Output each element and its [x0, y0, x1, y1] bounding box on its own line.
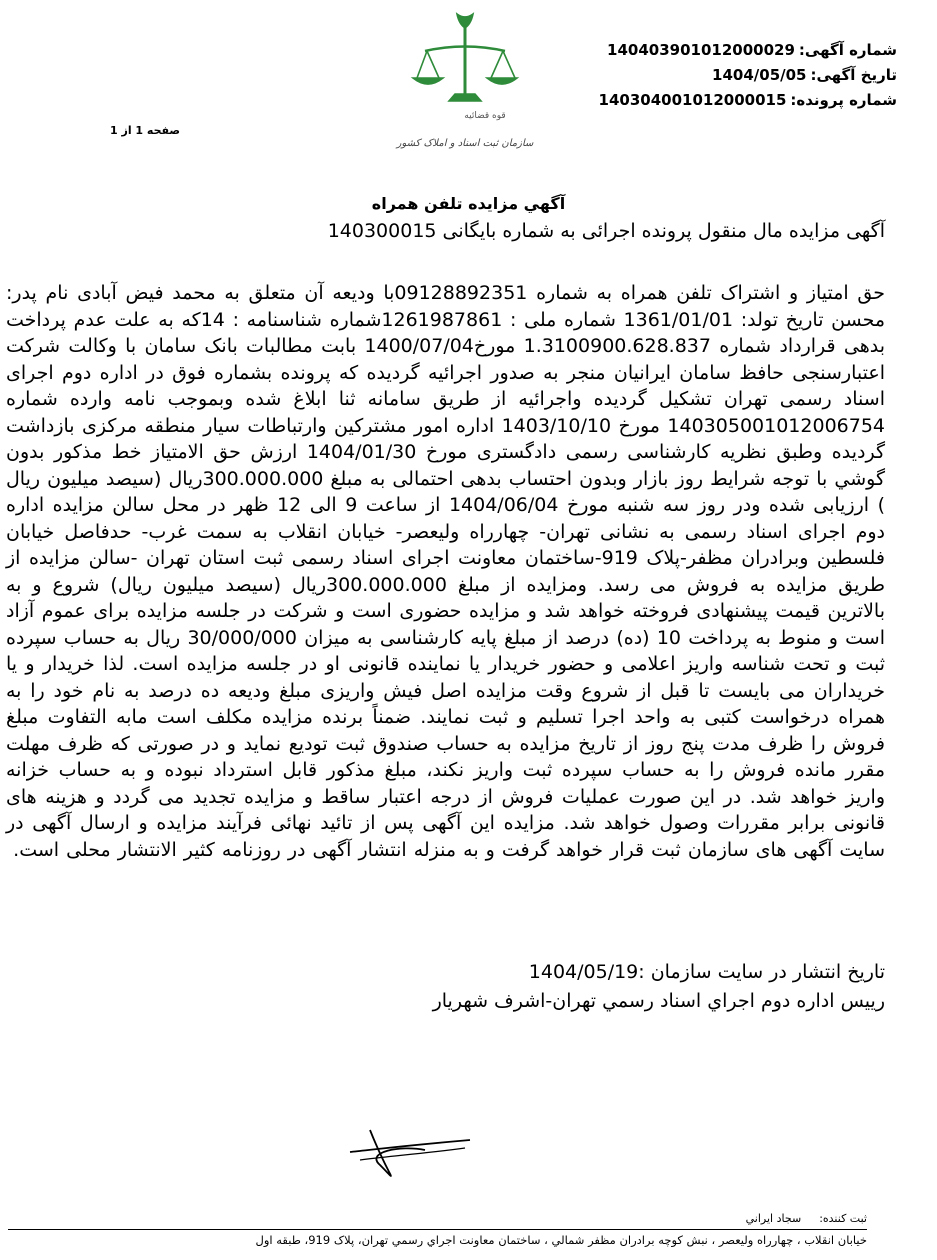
- judiciary-emblem-icon: [385, 6, 545, 156]
- footer-divider: [8, 1229, 867, 1230]
- publish-date-label: تاریخ انتشار در سایت سازمان :: [638, 961, 885, 983]
- document-subtitle: آگهی مزایده مال منقول پرونده اجرائی به شماره بایگانی 140300015: [327, 220, 885, 242]
- signer-title: رييس اداره دوم اجراي اسناد رسمي تهران-اشرف شهريار: [432, 990, 885, 1012]
- emblem-line1: قوه قضائیه: [464, 111, 506, 121]
- case-number-label: شماره پرونده:: [790, 91, 897, 109]
- notice-date-row: [537, 63, 897, 88]
- publish-info: [285, 958, 885, 1016]
- publish-date: 1404/05/19: [528, 961, 639, 983]
- registrar-label: ثبت کننده:: [819, 1212, 867, 1225]
- emblem-line2: سازمان ثبت اسناد و املاک کشور: [396, 138, 534, 149]
- signature-icon: [330, 1110, 480, 1190]
- page-counter: صفحه 1 از 1: [110, 124, 181, 137]
- notice-meta: [537, 38, 897, 113]
- publish-date-row: [285, 958, 885, 987]
- registrar-name: سجاد ايراني: [745, 1212, 802, 1225]
- notice-number: 14040390101200002‍9: [607, 41, 795, 59]
- footer: [8, 1212, 867, 1247]
- notice-number-label: شماره آگهی:: [798, 41, 897, 59]
- case-number: 14030400101200001‍5: [598, 91, 787, 109]
- registrar-row: [8, 1212, 867, 1225]
- notice-number-row: [537, 38, 897, 63]
- document-title: آگهي مزايده تلفن همراه: [371, 194, 566, 213]
- notice-date-label: تاریخ آگهی:: [810, 66, 897, 84]
- case-number-row: [537, 88, 897, 113]
- notice-body: حق امتیاز و اشتراک تلفن همراه به شماره 09128892351با ودیعه آن متعلق به محمد فیض آبادی نام پدر: محسن تاریخ تولد: 1361/01/01 شماره ملی : 1261987861شماره شناسنامه : 14که به علت عدم پرداخت بدهی قرارداد شماره 1.3100900.628.837 مورخ1400/07/04 بابت مطالبات بانک سامان با وکالت شرکت اعتبارسنجی حافظ سامان ایرانیان منجر به صدور اجرائیه گردیده که پرونده بشماره فوق در اداره دوم اجرای اسناد رسمی تهران تشکیل گردیده واجرائیه از طریق سامانه ثنا ابلاغ شده وبموجب نامه وارده شماره 140305001012006754 مورخ 1403/10/10 اداره امور مشترکین وارتباطات سیار منطقه مرکزی بازداشت گردیده وطبق نظریه کارشناسی رسمی دادگستری مورخ 1404/01/30 ارزش حق الامتیاز خط مذکور بدون گوشي با توجه شرایط روز بازار وبدون احتساب بدهی احتمالی به مبلغ 300.000.000ریال (سیصد میلیون ریال ) ارزیابی شده ودر روز سه شنبه مورخ 1404/06/04 از ساعت 9 الی 12 ظهر در محل سالن مزایده اداره دوم اجرای اسناد رسمی به نشانی تهران- چهارراه ولیعصر- خیابان انقلاب به سمت غرب- حدفاصل خیابان فلسطین وبرادران مظفر-پلاک 919-ساختمان معاونت اجرای اسناد رسمی ثبت استان تهران -سالن مزایده از طریق مزایده به فروش می رسد. ومزایده از مبلغ 300.000.000ریال (سیصد میلیون ریال) شروع و به بالاترین قیمت پیشنهادی فروخته خواهد شد و مزایده حضوری است و شرکت در جلسه مزایده برای عموم آزاد است و منوط به پرداخت 10 (ده) درصد از مبلغ پایه کارشناسی به میزان 30/000/000 ریال به حساب سپرده ثبت و تحت شناسه واریز اعلامی و حضور خریدار یا نماینده قانونی او در جلسه مزایده است. لذا خریدار و یا خریداران می بایست تا قبل از شروع وقت مزایده اصل فیش واریزی مبلغ ودیعه ده درصد به نام خود را به همراه درخواست کتبی به واحد اجرا تسلیم و ثبت نمایند. ضمناً برنده مزایده مکلف است مابه التفاوت مبلغ فروش را ظرف مدت پنج روز از تاریخ مزایده به حساب صندوق ثبت تودیع نماید و در صورتی که ظرف مهلت مقرر مانده فروش را به حساب سپرده ثبت واریز نکند، مبلغ مذکور قابل استرداد نبوده و به حساب خزانه واریز خواهد شد. در این صورت عملیات فروش از درجه اعتبار ساقط و مزایده تجدید می گردد و هزینه های قانونی برابر مقررات وصول خواهد شد. مزایده این آگهی پس از تائید نهائی فرآیند مزایده و ارسال آگهی در سایت آگهی های سازمان ثبت قرار خواهد گرفت و به منزله انتشار آگهی در روزنامه کثیر الانتشار محلی است.: [6, 282, 886, 861]
- notice-date: 1404/05/05: [712, 66, 807, 84]
- footer-address: خیابان انقلاب ، چهارراه ولیعصر ، نبش کوچه برادران مظفر شمالي ، ساختمان معاونت اجراي رسمي تهران، پلاک 919، طبقه اول: [255, 1233, 867, 1247]
